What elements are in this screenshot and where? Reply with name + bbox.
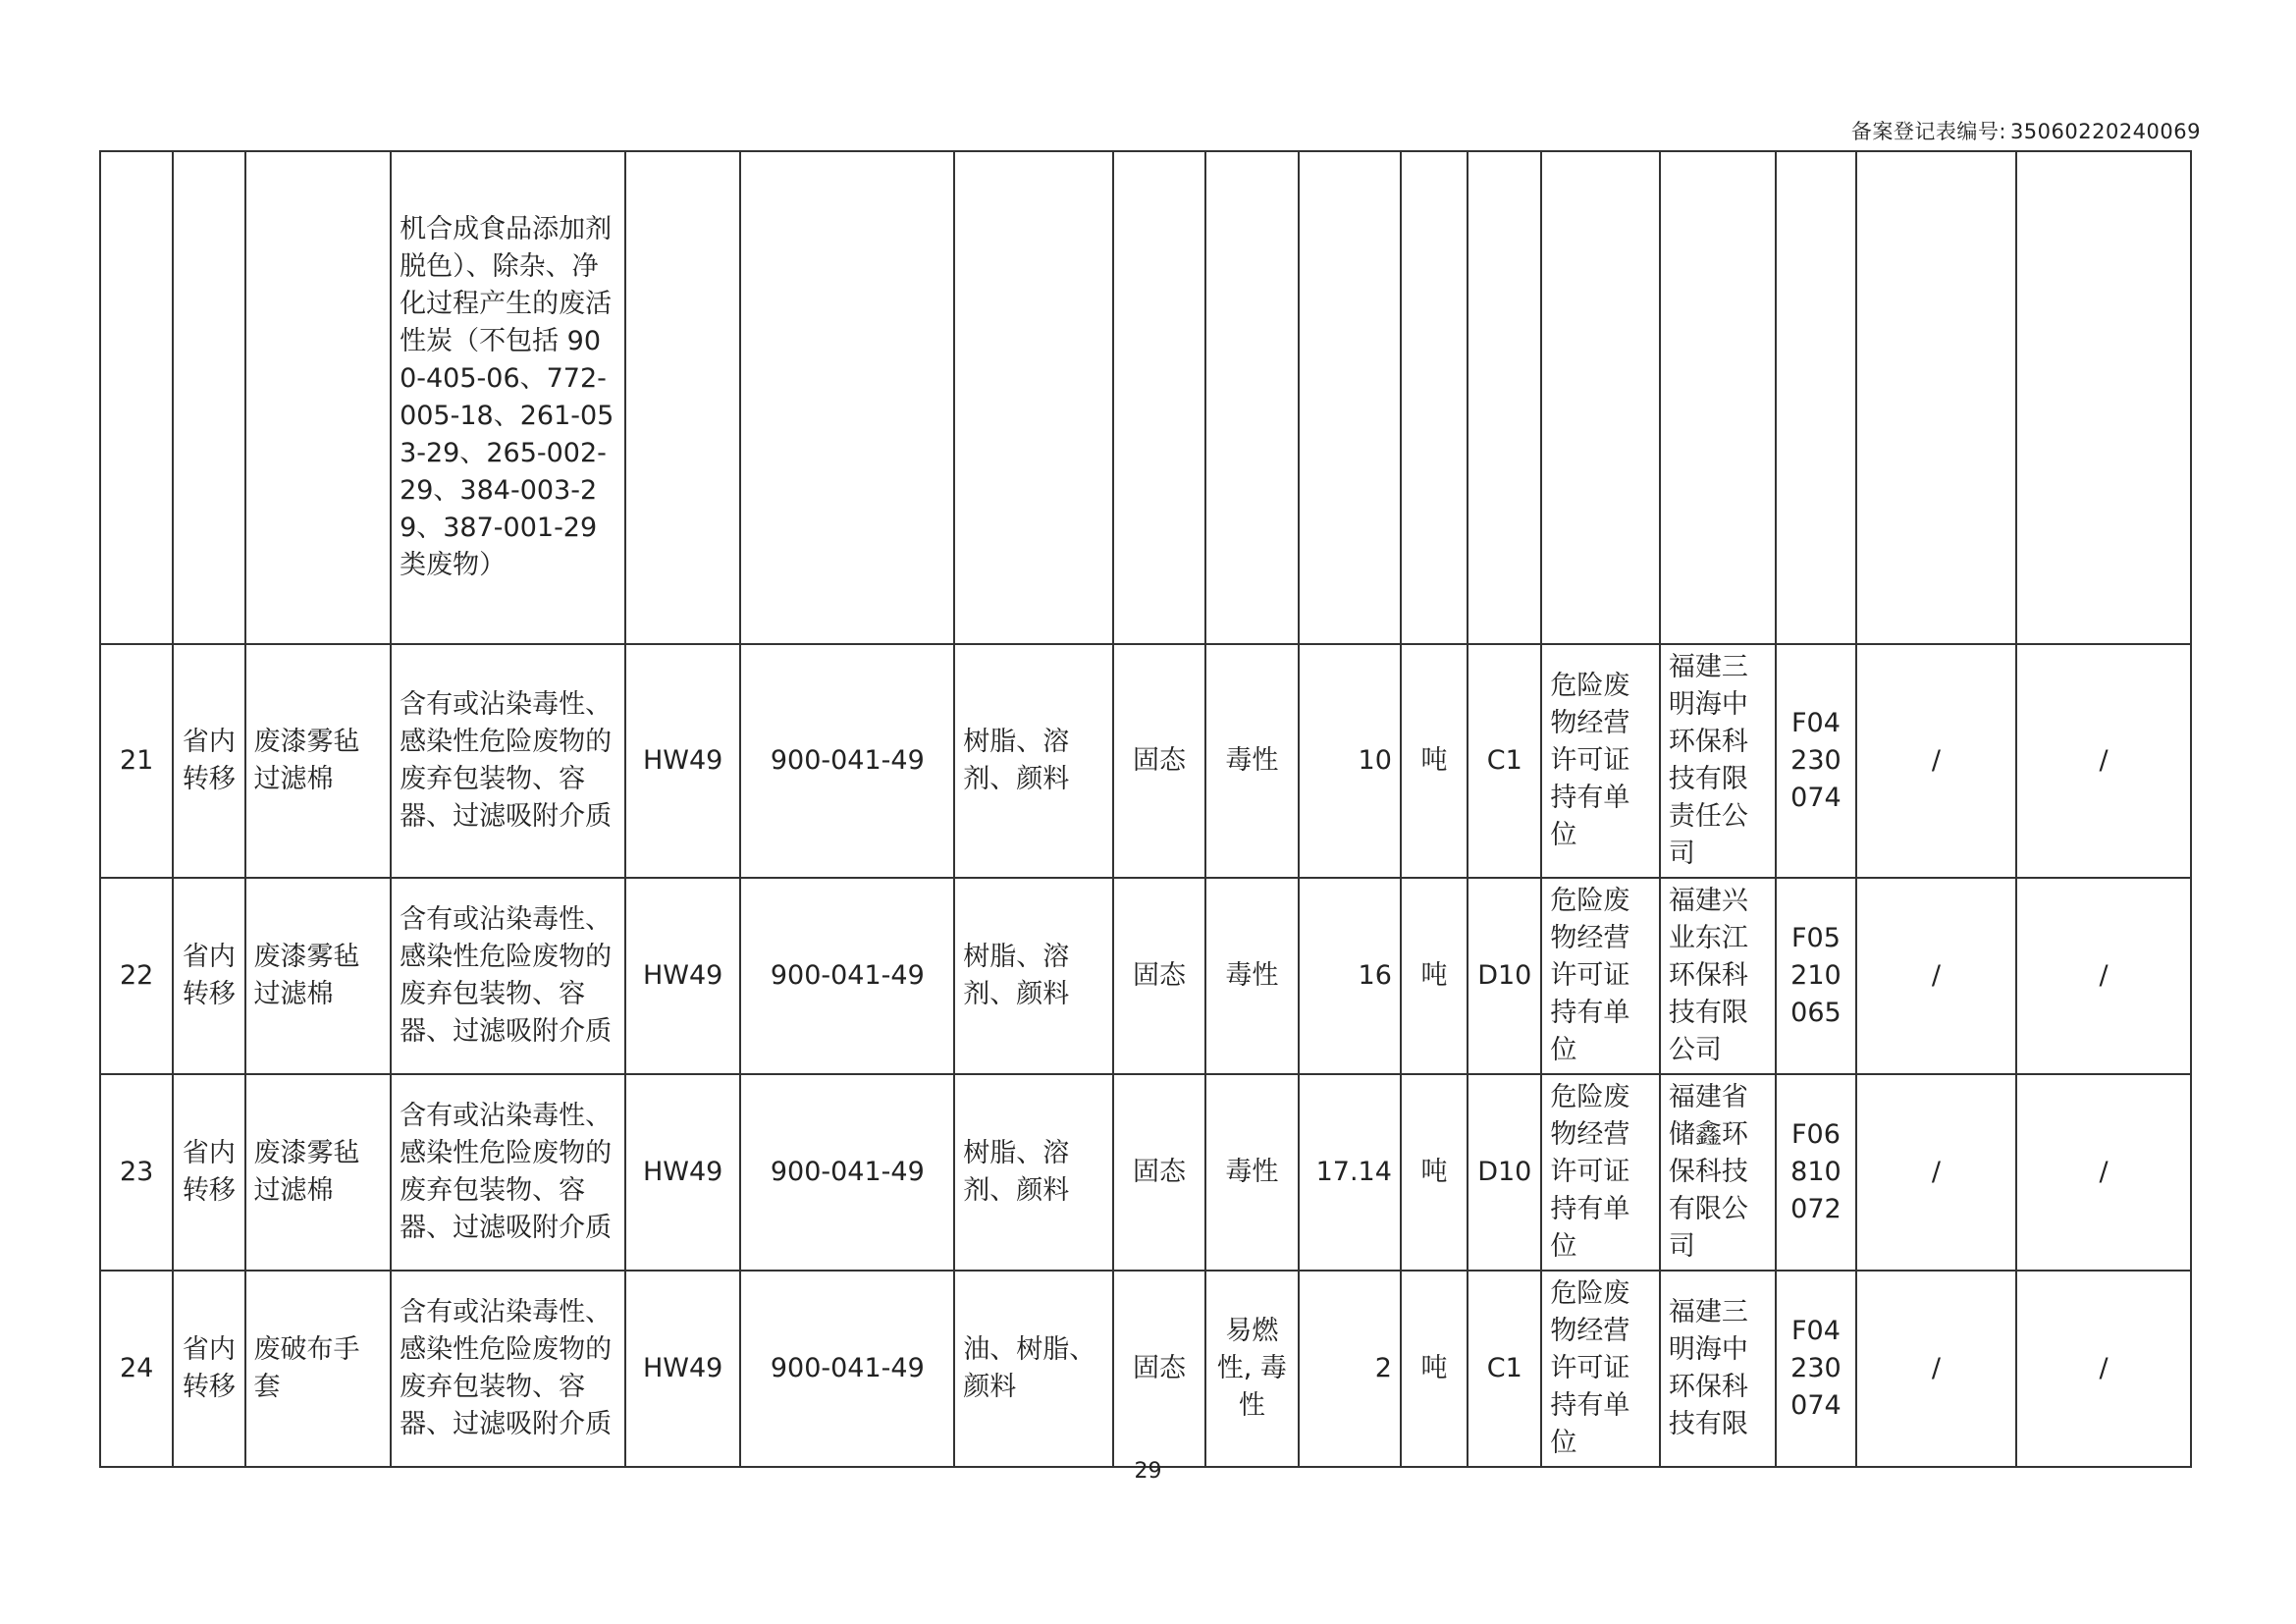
registration-number: 35060220240069 [2009, 120, 2201, 143]
transfer-type-cell: 省内转移 [173, 878, 244, 1074]
license-number-cell: F06810072 [1776, 1074, 1855, 1271]
unit-cell: 吨 [1401, 878, 1468, 1074]
registration-label: 备案登记表编号: [1850, 120, 2006, 143]
slash-cell: / [2016, 644, 2191, 878]
waste-description-cell: 含有或沾染毒性、感染性危险废物的废弃包装物、容器、过滤吸附介质 [391, 878, 625, 1074]
slash-cell: / [2016, 1271, 2191, 1467]
hazard-cell: 易燃性, 毒性 [1205, 1271, 1298, 1467]
components-cell: 树脂、溶剂、颜料 [954, 644, 1113, 878]
physical-form-cell: 固态 [1113, 1074, 1205, 1271]
waste-description-cell: 含有或沾染毒性、感染性危险废物的废弃包装物、容器、过滤吸附介质 [391, 644, 625, 878]
registration-number-header [1472, 116, 2201, 145]
slash-cell: / [2016, 1074, 2191, 1271]
cell-empty [954, 151, 1113, 644]
license-number-cell: F04230074 [1776, 644, 1855, 878]
quantity-cell: 10 [1299, 644, 1401, 878]
slash-cell: / [2016, 878, 2191, 1074]
waste-code-cell: 900-041-49 [740, 1074, 954, 1271]
cell-empty [1205, 151, 1298, 644]
hazard-cell: 毒性 [1205, 644, 1298, 878]
transfer-type-cell: 省内转移 [173, 1074, 244, 1271]
components-cell: 油、树脂、颜料 [954, 1271, 1113, 1467]
license-number-cell: F05210065 [1776, 878, 1855, 1074]
receiver-name-cell: 福建三明海中环保科技有限 [1660, 1271, 1776, 1467]
waste-code-cell: 900-041-49 [740, 1271, 954, 1467]
components-cell: 树脂、溶剂、颜料 [954, 878, 1113, 1074]
disposal-method-cell: C1 [1468, 1271, 1541, 1467]
table-row [100, 644, 2191, 878]
unit-cell: 吨 [1401, 1074, 1468, 1271]
waste-category-cell: HW49 [625, 1271, 740, 1467]
cell-empty [2016, 151, 2191, 644]
waste-category-cell: HW49 [625, 1074, 740, 1271]
row-number-cell: 24 [100, 1271, 173, 1467]
waste-description-cell: 含有或沾染毒性、感染性危险废物的废弃包装物、容器、过滤吸附介质 [391, 1271, 625, 1467]
receiver-name-cell: 福建兴业东江环保科技有限公司 [1660, 878, 1776, 1074]
cell-empty [1856, 151, 2017, 644]
cell-empty [173, 151, 244, 644]
cell-empty [1541, 151, 1659, 644]
waste-category-cell: HW49 [625, 644, 740, 878]
components-cell: 树脂、溶剂、颜料 [954, 1074, 1113, 1271]
page-number: 29 [1134, 1459, 1162, 1484]
receiver-type-cell: 危险废物经营许可证持有单位 [1541, 1074, 1659, 1271]
slash-cell: / [1856, 878, 2017, 1074]
waste-code-cell: 900-041-49 [740, 644, 954, 878]
waste-name-cell: 废漆雾毡过滤棉 [245, 1074, 392, 1271]
continuation-row [100, 151, 2191, 644]
waste-name-cell: 废破布手套 [245, 1271, 392, 1467]
receiver-name-cell: 福建省储鑫环保科技有限公司 [1660, 1074, 1776, 1271]
physical-form-cell: 固态 [1113, 644, 1205, 878]
cell-empty [1776, 151, 1855, 644]
slash-cell: / [1856, 1271, 2017, 1467]
cell-empty [1113, 151, 1205, 644]
cell-empty [1401, 151, 1468, 644]
transfer-type-cell: 省内转移 [173, 644, 244, 878]
slash-cell: / [1856, 644, 2017, 878]
unit-cell: 吨 [1401, 1271, 1468, 1467]
unit-cell: 吨 [1401, 644, 1468, 878]
waste-description-cell: 含有或沾染毒性、感染性危险废物的废弃包装物、容器、过滤吸附介质 [391, 1074, 625, 1271]
waste-category-cell: HW49 [625, 878, 740, 1074]
table-row [100, 1271, 2191, 1467]
row-number-cell: 21 [100, 644, 173, 878]
cell-empty [1468, 151, 1541, 644]
quantity-cell: 17.14 [1299, 1074, 1401, 1271]
cell-empty [1660, 151, 1776, 644]
cell-empty [245, 151, 392, 644]
quantity-cell: 2 [1299, 1271, 1401, 1467]
receiver-name-cell: 福建三明海中环保科技有限责任公司 [1660, 644, 1776, 878]
disposal-method-cell: D10 [1468, 878, 1541, 1074]
disposal-method-cell: C1 [1468, 644, 1541, 878]
disposal-method-cell: D10 [1468, 1074, 1541, 1271]
physical-form-cell: 固态 [1113, 1271, 1205, 1467]
row-number-cell: 22 [100, 878, 173, 1074]
row-number-cell: 23 [100, 1074, 173, 1271]
waste-code-cell: 900-041-49 [740, 878, 954, 1074]
cell-empty [100, 151, 173, 644]
quantity-cell: 16 [1299, 878, 1401, 1074]
receiver-type-cell: 危险废物经营许可证持有单位 [1541, 1271, 1659, 1467]
continued-description-cell: 机合成食品添加剂脱色）、除杂、净化过程产生的废活性炭（不包括 900-405-06、772-005-18、261-053-29、265-002-29、384-003-29、387-001-29 类废物） [391, 151, 625, 644]
receiver-type-cell: 危险废物经营许可证持有单位 [1541, 878, 1659, 1074]
receiver-type-cell: 危险废物经营许可证持有单位 [1541, 644, 1659, 878]
hazardous-waste-table [99, 150, 2192, 1468]
cell-empty [740, 151, 954, 644]
waste-name-cell: 废漆雾毡过滤棉 [245, 644, 392, 878]
cell-empty [625, 151, 740, 644]
slash-cell: / [1856, 1074, 2017, 1271]
waste-name-cell: 废漆雾毡过滤棉 [245, 878, 392, 1074]
physical-form-cell: 固态 [1113, 878, 1205, 1074]
transfer-type-cell: 省内转移 [173, 1271, 244, 1467]
table-row [100, 1074, 2191, 1271]
license-number-cell: F04230074 [1776, 1271, 1855, 1467]
cell-empty [1299, 151, 1401, 644]
hazard-cell: 毒性 [1205, 1074, 1298, 1271]
hazard-cell: 毒性 [1205, 878, 1298, 1074]
table-row [100, 878, 2191, 1074]
